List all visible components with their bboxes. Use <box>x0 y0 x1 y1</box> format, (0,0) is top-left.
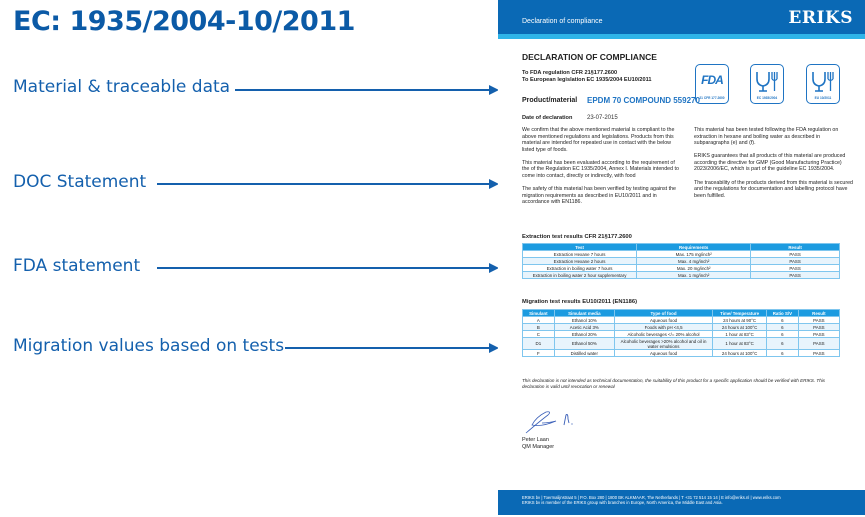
product-label: Product/material <box>522 97 578 104</box>
regulation-lines <box>522 70 652 84</box>
table-row: Extraction in boiling water 2 hour supplementary Max. 1 mg/inch² PASS <box>523 272 840 279</box>
arrow-migration <box>285 347 497 349</box>
doc-statement-column <box>522 127 682 212</box>
eriks-logo: ERIKS <box>788 8 853 28</box>
safety-paragraph: The safety of this material has been verified by testing against the migration requirements as described in EU10/2011 and in accordance with EN1186. <box>522 186 676 206</box>
signature-icon <box>522 405 582 435</box>
badge-caption: 21 CFR 177.2600 <box>699 96 725 100</box>
footer-address: ERIKS bv | Toermalijnstraat 5 | P.O. Box 280 | 1800 BK ALKMAAR, The Netherlands | T +31 72 514 15 14 | E info@eriks.nl | www.eriks.com <box>522 495 781 500</box>
eu-legislation-line: To European legislation EC 1935/2004 EU10/2011 <box>522 77 652 83</box>
footer-group-note: ERIKS bv is member of the ERIKS group with branches in Europe, North America, the Middle East and Asia. <box>522 500 723 505</box>
main-title: EC: 1935/2004-10/2011 <box>13 6 355 37</box>
disclaimer: This declaration is not intended as technical documentation, the suitability of this product for a specific application should be verified with ERIKS. This declaration is valid until revocation or renewal <box>522 378 826 389</box>
col-header: Result <box>798 310 839 317</box>
col-header: Requirements <box>637 244 751 251</box>
date-value: 23-07-2015 <box>587 115 618 121</box>
food-safe-icon <box>751 69 782 95</box>
signer-block <box>522 437 554 451</box>
col-header: Time/ Temperature <box>713 310 767 317</box>
col-header: Test <box>523 244 637 251</box>
document-header <box>498 0 865 36</box>
fda-statement-column <box>694 127 854 206</box>
migration-title: Migration test results EU10/2011 (EN1186) <box>522 299 638 305</box>
ec-1935-badge <box>750 64 784 104</box>
table-row: Extraction Hexane 7 hours Max. 175 mg/inch² PASS <box>523 251 840 258</box>
table-row: Extraction in boiling water 7 hours Max. 20 mg/inch² PASS <box>523 265 840 272</box>
food-safe-icon <box>807 69 838 95</box>
callout-material: Material & traceable data <box>13 77 231 97</box>
table-row: Extraction Hexane 2 hours Max. 4 mg/inch² PASS <box>523 258 840 265</box>
fda-badge <box>695 64 729 104</box>
arrow-doc-statement <box>157 183 497 185</box>
signer-role: QM Manager <box>522 444 555 450</box>
migration-table <box>522 309 840 357</box>
table-row: D1 Ethanol 50% Alcoholic beverages >20% alcohol and oil in water emulsions 1 hour at 83°C 6 PASS <box>523 338 840 350</box>
col-header: Result <box>751 244 840 251</box>
extraction-title: Extraction test results CFR 21§177.2600 <box>522 234 632 240</box>
arrow-material <box>235 89 497 91</box>
table-row: F Distilled water Aqueous food 24 hours at 100°C 6 PASS <box>523 350 840 357</box>
footer-text <box>522 495 781 505</box>
compliance-paragraph: We confirm that the above mentioned material is compliant to the above mentioned regulations and legislations. Products from this material are intended for repeated use in contact with the below listed type of foods. <box>522 127 675 153</box>
product-value: EPDM 70 COMPOUND 559270 <box>587 96 700 105</box>
arrow-fda-statement <box>157 267 497 269</box>
document-footer <box>498 490 865 515</box>
callout-fda-statement: FDA statement <box>13 256 141 276</box>
gmp-paragraph: ERIKS guarantees that all products of this material are produced according the directive for GMP (Good Manufacturing Practice) 2023/2006/EC, which is part of the guideline EC 1935/2004. <box>694 153 846 173</box>
table-row: B Acetic Acid 3% Foods with pH <4,5 24 hours at 100°C 6 PASS <box>523 324 840 331</box>
eu-10-2011-badge <box>806 64 840 104</box>
callout-migration: Migration values based on tests <box>13 336 285 356</box>
col-header: Simulant media <box>554 310 614 317</box>
col-header: Type of food <box>614 310 712 317</box>
extraction-table <box>522 243 840 279</box>
badge-caption: EU 10/2011 <box>814 96 832 100</box>
badge-caption: EC 1935/2004 <box>756 96 778 100</box>
header-title: Declaration of compliance <box>522 18 603 25</box>
evaluation-paragraph: This material has been evaluated according to the requirement of the of the Regulation EC 1935/2004, Annex I. Materials intended to come into contact, directly or indirectly, with food <box>522 159 679 180</box>
col-header: Ratio S/V <box>767 310 799 317</box>
table-row: A Ethanol 10% Aqueous food 24 hours at 90°C 6 PASS <box>523 317 840 324</box>
document-heading: DECLARATION OF COMPLIANCE <box>522 52 657 62</box>
callout-doc-statement: DOC Statement <box>13 172 147 192</box>
traceability-paragraph: The traceability of the products derived from this material is secured and the regulations for documentation and labelling protocol have been fulfilled. <box>694 179 853 199</box>
declaration-document <box>498 0 865 517</box>
date-label: Date of declaration <box>522 115 573 121</box>
col-header: Simulant <box>523 310 555 317</box>
fda-test-paragraph: This material has been tested following the FDA regulation on extraction in hexane and boiling water as described in subparagraphs (e) and (f). <box>694 127 839 147</box>
header-stripe <box>498 34 865 39</box>
fda-icon: FDA <box>701 73 723 87</box>
signer-name: Peter Laan <box>522 437 549 443</box>
table-row: C Ethanol 20% Alcoholic beverages </= 20% alcohol 1 hour at 83°C 6 PASS <box>523 331 840 338</box>
fda-regulation-line: To FDA regulation CFR 21§177.2600 <box>522 70 618 76</box>
